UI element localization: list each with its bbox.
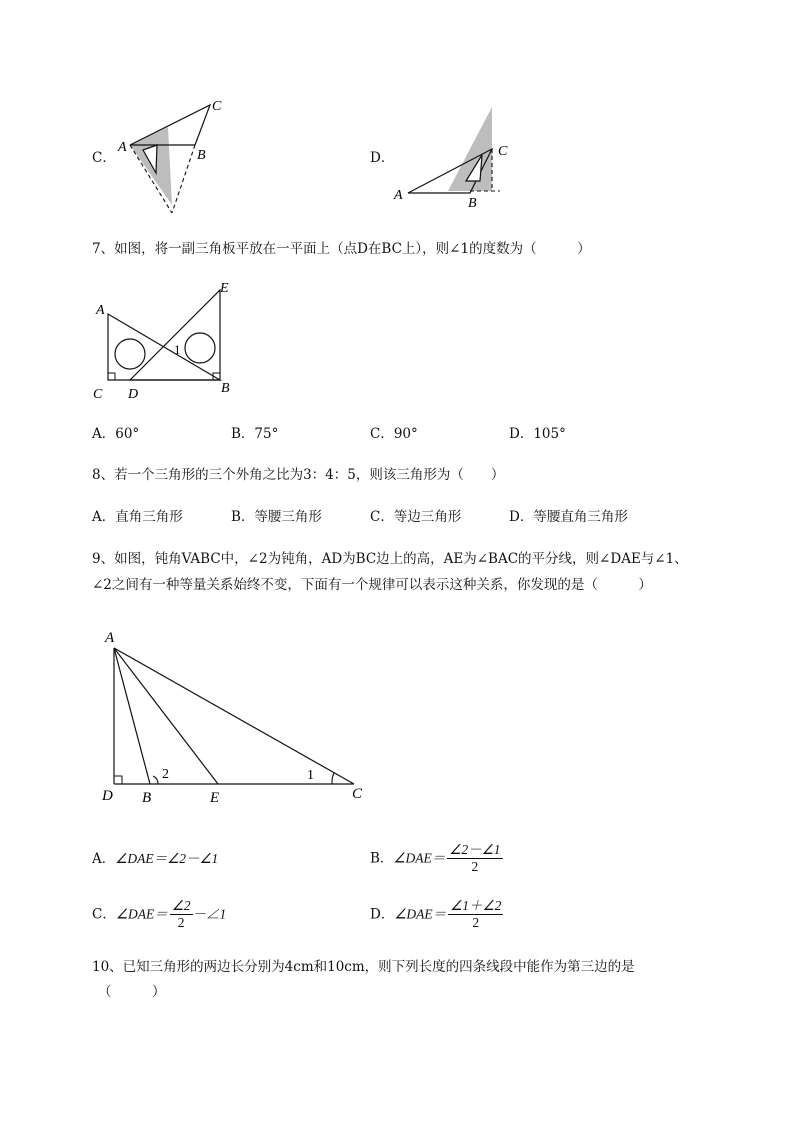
label-d: D — [102, 788, 113, 804]
option-c-numerator: ∠2 — [171, 898, 191, 913]
q6-option-d-label: D． — [370, 150, 395, 166]
triangle-shading — [130, 127, 172, 205]
q6-figure-c — [110, 95, 250, 220]
q9-option-c — [92, 898, 226, 934]
label-c: C — [352, 786, 363, 802]
q6-option-c-label: C． — [92, 150, 116, 166]
option-b-numerator: ∠2－∠1 — [449, 842, 501, 857]
q8-option-a: A．直角三角形 — [92, 509, 183, 525]
label-c: C — [93, 387, 103, 402]
label-b: B — [197, 148, 206, 163]
q7-option-d: D．105° — [509, 426, 566, 442]
label-e: E — [210, 790, 220, 806]
option-b-lhs: ∠DAE＝ — [393, 850, 446, 866]
angle-1-label: 1 — [174, 342, 181, 357]
label-a: A — [105, 630, 115, 646]
option-a-label: A． — [92, 851, 116, 867]
label-e: E — [220, 281, 229, 296]
label-a: A — [394, 188, 403, 203]
angle-1-arc — [332, 773, 334, 784]
q10-stem-line1: 10、已知三角形的两边长分别为4cm和10cm，则下列长度的四条线段中能作为第三边的是 — [92, 959, 635, 975]
label-a: A — [96, 303, 105, 318]
q6-figure-d — [390, 105, 530, 215]
triangle-abc — [130, 105, 210, 145]
label-c: C — [498, 144, 508, 159]
set-square-acb — [108, 314, 220, 380]
side-ac — [114, 648, 354, 784]
q7-option-b: B．75° — [231, 426, 279, 442]
angle-2-arc — [153, 776, 158, 784]
q9-option-d — [370, 898, 503, 934]
q7-stem: 7、如图，将一副三角板平放在一平面上（点D在BC上），则∠1的度数为（ ） — [92, 241, 591, 257]
q9-option-b — [370, 842, 503, 878]
q8-option-d: D．等腰直角三角形 — [509, 509, 628, 525]
option-c-denominator: 2 — [177, 915, 185, 930]
side-ab — [114, 648, 150, 784]
label-b: B — [468, 196, 477, 211]
option-d-numerator: ∠1＋∠2 — [450, 898, 502, 913]
option-a-expr: ∠DAE＝∠2－∠1 — [115, 851, 219, 866]
q9-stem-line2: ∠2之间有一种等量关系始终不变，下面有一个规律可以表示这种关系，你发现的是（ ） — [92, 577, 652, 593]
q9-figure — [96, 624, 376, 808]
option-b-label: B． — [370, 850, 394, 867]
q8-option-b: B．等腰三角形 — [231, 509, 322, 525]
label-d: D — [128, 387, 139, 402]
q7-figure — [88, 276, 248, 404]
label-a: A — [118, 140, 127, 155]
option-c-lhs: ∠DAE＝ — [115, 906, 168, 922]
angle-2-label: 2 — [162, 767, 169, 782]
q7-option-c: C．90° — [370, 426, 418, 442]
q9-stem-line1: 9、如图，钝角VABC中，∠2为钝角，AD为BC边上的高，AE为∠BAC的平分线，则∠DAE与∠1、 — [92, 551, 688, 567]
q8-option-c: C．等边三角形 — [370, 509, 462, 525]
option-d-denominator: 2 — [472, 915, 480, 930]
label-b: B — [142, 790, 152, 806]
q9-option-a — [92, 849, 218, 869]
option-d-lhs: ∠DAE＝ — [394, 906, 447, 922]
option-c-fraction — [170, 898, 193, 931]
q7-option-a: A．60° — [92, 426, 140, 442]
label-b: B — [221, 381, 230, 396]
angle-1-label: 1 — [307, 768, 314, 783]
q8-stem: 8、若一个三角形的三个外角之比为3：4：5，则该三角形为（ ） — [92, 467, 505, 483]
bisector-ae — [114, 648, 218, 784]
option-b-fraction — [447, 842, 502, 875]
option-c-label: C． — [92, 906, 116, 923]
option-c-tail: －∠1 — [192, 906, 227, 922]
label-c: C — [212, 99, 222, 114]
q10-stem-line2: （ ） — [98, 984, 166, 1000]
option-d-label: D． — [370, 906, 395, 923]
option-d-fraction — [448, 898, 503, 931]
option-b-denominator: 2 — [471, 859, 479, 874]
